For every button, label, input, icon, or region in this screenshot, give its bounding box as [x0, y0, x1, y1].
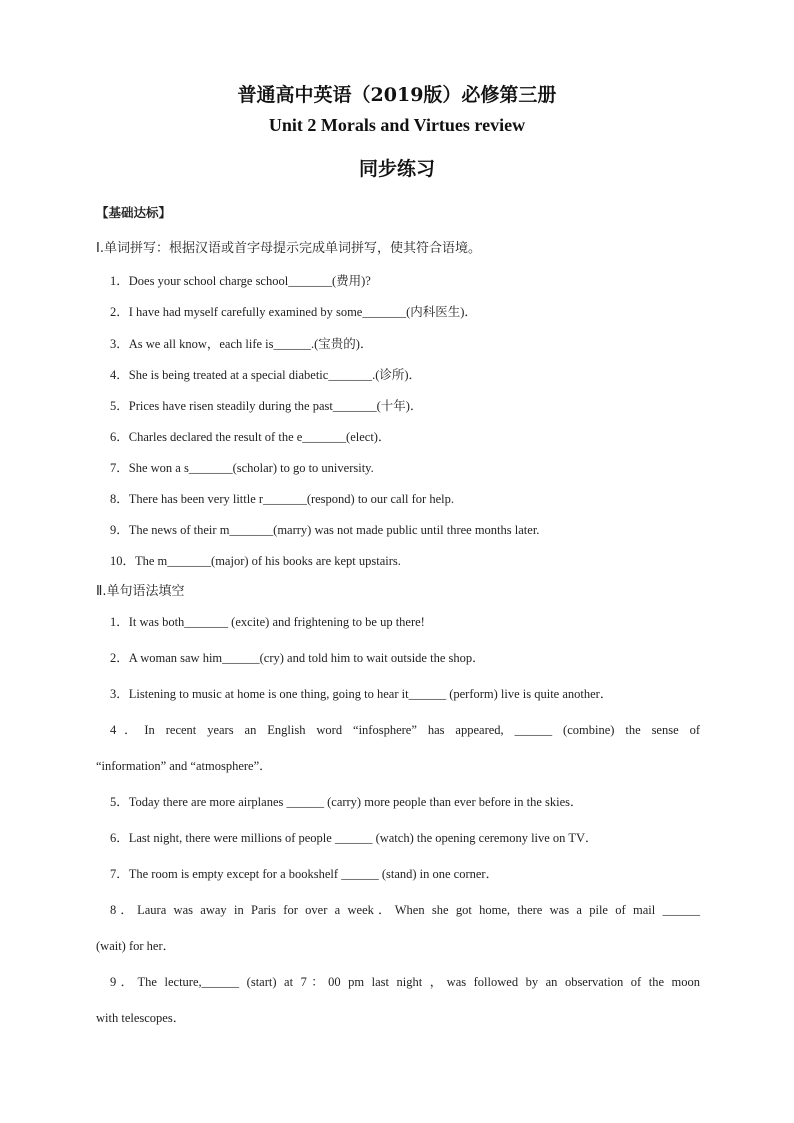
part1-item-10: 10．The m_______(major) of his books are kept upstairs. — [110, 554, 401, 568]
part2-item-6: 6．Last night, there were millions of people ______ (watch) the opening ceremony live on TV． — [110, 831, 598, 845]
part2-item-2: 2．A woman saw him______(cry) and told him to wait outside the shop． — [110, 651, 485, 665]
unit-title: Unit 2 Morals and Virtues review — [268, 115, 526, 135]
part2-item-8: 8．Laura was away in Paris for over a week．When she got home, there was a pile of mail ______ — [110, 903, 700, 917]
part2-item-4-continued: “information” and “atmosphere”． — [96, 759, 272, 773]
part1-item-7: 7．She won a s_______(scholar) to go to university. — [110, 461, 374, 475]
part2-item-7: 7．The room is empty except for a bookshelf ______ (stand) in one corner． — [110, 867, 499, 881]
part1-item-1: 1．Does your school charge school_______(费用)? — [110, 274, 371, 288]
part1-item-2: 2．I have had myself carefully examined by some_______(内科医生)． — [110, 305, 477, 319]
part1-item-4: 4．She is being treated at a special diabetic_______.(诊所)． — [110, 368, 422, 382]
document-subtitle: 同步练习 — [358, 158, 435, 180]
part1-item-9: 9．The news of their m_______(marry) was not made public until three months later. — [110, 523, 540, 537]
document-title: 普通高中英语（2019版）必修第三册 — [237, 84, 557, 106]
part2-item-3: 3．Listening to music at home is one thing, going to hear it______ (perform) live is quite another． — [110, 687, 613, 701]
part2-item-9-continued: with telescopes． — [96, 1011, 186, 1025]
part2-item-4: 4．In recent years an English word “infosphere” has appeared, ______ (combine) the sense of — [110, 723, 700, 737]
part2-item-9: 9．The lecture,______ (start) at 7：00 pm last night ，was followed by an observation of the moon — [110, 975, 700, 989]
part1-item-3: 3．As we all know，each life is______.(宝贵的)． — [110, 337, 373, 351]
part1-item-6: 6．Charles declared the result of the e_______(elect)． — [110, 430, 391, 444]
part1-heading: Ⅰ.单词拼写：根据汉语或首字母提示完成单词拼写，使其符合语境。 — [96, 241, 481, 256]
part2-heading: Ⅱ.单句语法填空 — [96, 584, 185, 599]
part2-item-1: 1．It was both_______ (excite) and frightening to be up there! — [110, 615, 425, 629]
part1-item-5: 5．Prices have risen steadily during the past_______(十年)． — [110, 399, 423, 413]
part1-item-8: 8．There has been very little r_______(respond) to our call for help. — [110, 492, 454, 506]
part2-item-5: 5．Today there are more airplanes ______ (carry) more people than ever before in the skies． — [110, 795, 583, 809]
part2-item-8-continued: (wait) for her． — [96, 939, 176, 953]
section-tag: 【基础达标】 — [96, 205, 172, 220]
